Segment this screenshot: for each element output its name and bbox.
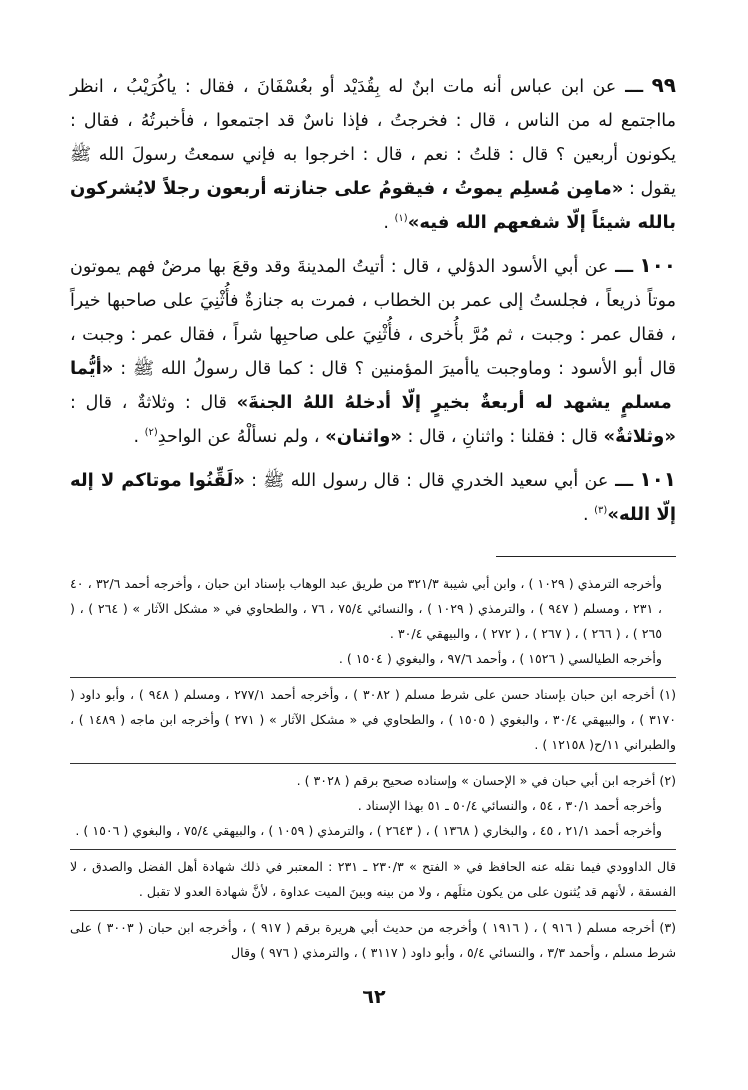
footnote-divider [496,556,676,557]
footnote-line: وأخرجه أحمد ٣٠/١ ، ٥٤ ، والنسائي ٥٠/٤ ـ ٥١ بهذا الإسناد . [357,798,662,813]
prophetic-saying: «أيُّما مسلمٍ يشهد له أربعةٌ بخيرٍ إلّا أدخلهُ اللهُ الجنةَ» [70,358,672,413]
hadith-number: ١٠٠ [639,253,676,277]
hadith-number: ١٠١ [639,467,676,491]
footnote-line: وأخرجه الترمذي ( ١٠٢٩ ) ، وابن أبي شيبة ٣٢١/٣ من طريق عبد الوهاب بإسناد ابن حبان ، وأخرجه أحمد ٣٢/٦ ، ٤٠ ، ٢٣١ ، ومسلم ( ٩٤٧ ) ، والترمذي ( ١٠٢٩ ) ، والنسائي ٧٥/٤ ، ٧٦ ، والطحاوي في « مشكل الآثار » ( ٢٦٤ ) ، ( ٢٦٥ ) ، ( ٢٦٦ ) ، ( ٢٦٧ ) ، ( ٢٧٢ ) ، والبيهقي ٣٠/٤ . [70,576,662,641]
footnote-1: (١) أخرجه ابن حبان بإسناد حسن على شرط مسلم ( ٣٠٨٢ ) ، وأخرجه أحمد ٢٧٧/١ ، ومسلم ( ٩٤٨ ) ، وأبو داود ( ٣١٧٠ ) ، والبيهقي ٣٠/٤ ، والبغوي ( ١٥٠٥ ) ، والطحاوي في « مشكل الآثار » ( ٢٧١ ) وأخرجه ابن ماجه ( ١٤٨٩ ) ، والطبراني ١١/ح( ١٢١٥٨ ) . [70,687,677,752]
footnote-ref: (١) [394,213,408,225]
prophetic-saying: «لَقِّنُوا موتاكم لا إله إلّا الله» [70,470,676,525]
hadith-number: ٩٩ [651,73,676,97]
footnote-separator [70,677,676,678]
footnote-ref: (٣) [594,505,608,517]
hadith-99: ٩٩ ـــ عن ابن عباس أنه مات ابنٌ له بِقُدَيْد أو بعُسْفَانَ ، فقال : ياكُرَيْبُ ، انظر مااجتمع له من الناس ، قال : فخرجتُ ، فإذا ناسٌ قد اجتمعوا ، فأخبرتُهُ ، فقال : يكونون أربعين ؟ قال : قلتُ : نعم ، قال : اخرجوا به فإني سمعتُ رسولَ الله ﷺ يقول : «مامِن مُسلِم يموتُ ، فيقومُ على جنازته أربعون رجلاً لايُشركون بالله شيئاً إلّا شفعهم الله فيه»$^{(١)}$ . [70,73,676,233]
footnote-3: (٣) أخرجه مسلم ( ٩١٦ ) ، ( ١٩١٦ ) وأخرجه من حديث أبي هريرة برقم ( ٩١٧ ) ، وأخرجه ابن حبان ( ٣٠٠٣ ) على شرط مسلم ، وأحمد ٣/٣ ، والنسائي ٥/٤ ، وأبو داود ( ٣١١٧ ) ، والترمذي ( ٩٧٦ ) وقال [70,920,676,960]
page-number: ٦٢ [362,986,386,1008]
footnote-separator [70,763,676,764]
hadith-text: عن ابن عباس أنه مات ابنٌ له بِقُدَيْد أو بعُسْفَانَ ، فقال : ياكُرَيْبُ ، انظر مااجتمع له من الناس ، قال : فخرجتُ ، فإذا ناسٌ قد اجتمعوا ، فأخبرتُهُ ، فقال : يكونون أربعين ؟ قال : قلتُ : نعم ، قال : اخرجوا به فإني سمعتُ رسولَ الله ﷺ يقول : [70,77,676,199]
page-body [70,68,676,965]
footnotes [70,571,676,965]
hadith-text: عن أبي الأسود الدؤلي ، قال : أتيتُ المدينةَ وقد وقعَ بها مرضٌ فهم يموتون موتاً ذريعاً ، فجلستُ إلى عمر بن الخطاب ، فمرت به جنازةٌ فأُثْنِيَ على صاحبها خيراً ، فقال عمر : وجبت ، ثم مُرَّ بأُخرى ، فأُثْنِيَ على صاحبِها شراً ، فقال عمر : وجبت ، قال أبو الأسود : وماوجبت ياأميرَ المؤمنين ؟ قال : كما قال رسولُ الله ﷺ : [70,257,676,379]
prophetic-saying: «مامِن مُسلِم يموتُ ، فيقومُ على جنازته أربعون رجلاً لايُشركون بالله شيئاً إلّا شفعهم الله فيه» [70,178,676,233]
hadith-101: ١٠١ ـــ عن أبي سعيد الخدري قال : قال رسول الله ﷺ : «لَقِّنُوا موتاكم لا إله إلّا الله»$^{(٣)}$ . [70,467,676,525]
hadith-text: عن أبي سعيد الخدري قال : قال رسول الله ﷺ : [244,471,609,491]
footnote-line: وأخرجه أحمد ٢١/١ ، ٤٥ ، والبخاري ( ١٣٦٨ ) ، ( ٢٦٤٣ ) ، والترمذي ( ١٠٥٩ ) ، والبيهقي ٧٥/٤ ، والبغوي ( ١٥٠٦ ) . [75,823,662,838]
footnote-ref: (٢) [144,427,158,439]
footnote-2: (٢) أخرجه ابن أبي حبان في « الإحسان » وإسناده صحيح برقم ( ٣٠٢٨ ) . [296,773,676,788]
footnote-line: وأخرجه الطيالسي ( ١٥٢٦ ) ، وأحمد ٩٧/٦ ، والبغوي ( ١٥٠٤ ) . [338,651,662,666]
hadith-100: ١٠٠ ـــ عن أبي الأسود الدؤلي ، قال : أتيتُ المدينةَ وقد وقعَ بها مرضٌ فهم يموتون موتاً ذريعاً ، فجلستُ إلى عمر بن الخطاب ، فمرت به جنازةٌ فأُثْنِيَ على صاحبها خيراً ، فقال عمر : وجبت ، ثم مُرَّ بأُخرى ، فأُثْنِيَ على صاحبِها شراً ، فقال عمر : وجبت ، قال أبو الأسود : وماوجبت ياأميرَ المؤمنين ؟ قال : كما قال رسولُ الله ﷺ : «أيُّما مسلمٍ يشهد له أربعةٌ بخيرٍ إلّا أدخلهُ اللهُ الجنةَ» قال : وثلاثةٌ ، قال : «وثلاثةٌ» قال : فقلنا : واثنانِ ، قال : «واثنان» ، ولم نسألْهُ عن الواحدِ$^{(٢)}$ . [70,253,676,447]
footnote-line: قال الداوودي فيما نقله عنه الحافظ في « الفتح » ٢٣٠/٣ ـ ٢٣١ : المعتبر في ذلك شهادة أهل الفضل والصدق ، لا الفسقة ، لأنهم قد يُثنون على من يكون مثلَهم ، ولا من بينه وبينَ الميت عداوة ، لأنَّ شهادة العدو لا تقبل . [70,859,676,899]
footnote-separator [70,910,676,911]
footnote-separator [70,849,676,850]
